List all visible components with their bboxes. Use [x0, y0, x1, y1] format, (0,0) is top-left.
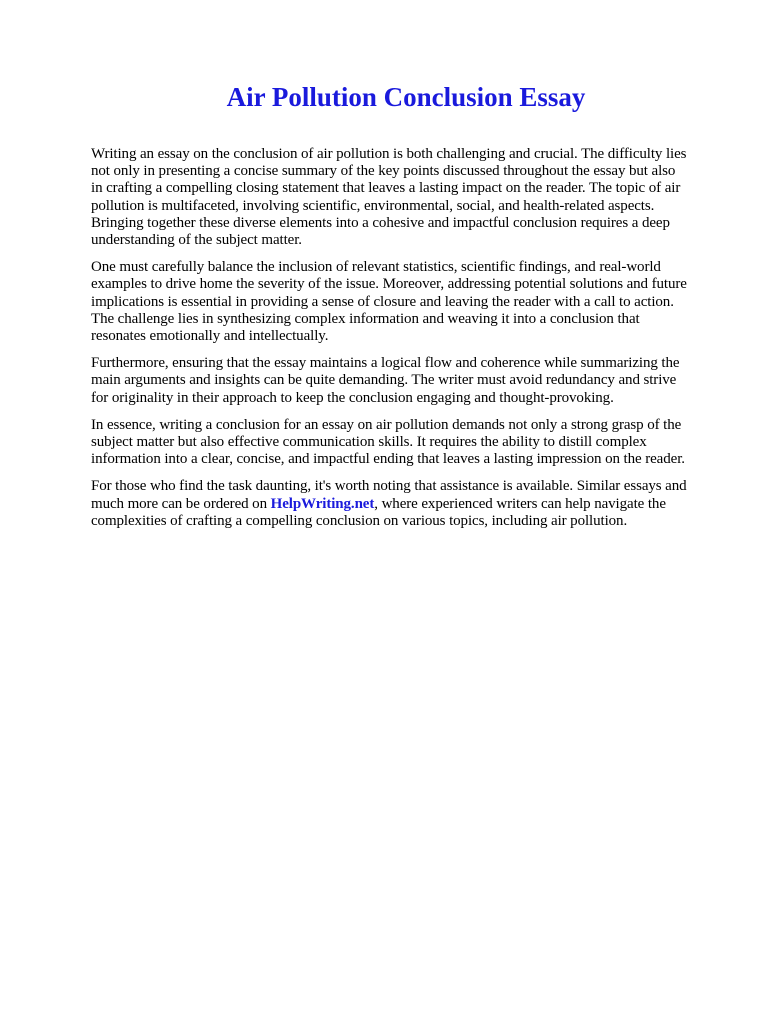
paragraph: Writing an essay on the conclusion of air pollution is both challenging and crucial. The difficulty lies not only in presenting a concise summary of the key points discussed throughout the essay but also in crafting a compelling closing statement that leaves a lasting impact on the reader. The topic of air pollution is multifaceted, involving scientific, environmental, social, and health-related aspects. Bringing together these diverse elements into a cohesive and impactful conclusion requires a deep understanding of the subject matter.	[91, 146, 687, 249]
final-paragraph-trailing-text: , where experienced writers can help navigate the complexities of crafting a compelling conclusion on various topics, including air pollution.	[91, 495, 666, 529]
document-body	[91, 146, 731, 540]
document-title: Air Pollution Conclusion Essay	[226, 82, 586, 112]
final-paragraph	[91, 478, 731, 530]
final-paragraph-lead-text: For those who find the task daunting, it's worth noting that assistance is available. Similar essays and much more can be ordered on	[91, 478, 687, 512]
paragraph: In essence, writing a conclusion for an essay on air pollution demands not only a strong grasp of the subject matter but also effective communication skills. It requires the ability to distill complex information into a clear, concise, and impactful ending that leaves a lasting impression on the reader.	[91, 416, 685, 468]
paragraph: Furthermore, ensuring that the essay maintains a logical flow and coherence while summarizing the main arguments and insights can be quite demanding. The writer must avoid redundancy and strive for originality in their approach to keep the conclusion engaging and thought-provoking.	[91, 355, 680, 406]
paragraph: One must carefully balance the inclusion of relevant statistics, scientific findings, and real-world examples to drive home the severity of the issue. Moreover, addressing potential solutions and future implications is essential in providing a sense of closure and leaving the reader with a call to action. The challenge lies in synthesizing complex information and weaving it into a conclusion that resonates emotionally and intellectually.	[91, 259, 687, 345]
helpwriting-link[interactable]: HelpWriting.net	[270, 495, 375, 512]
